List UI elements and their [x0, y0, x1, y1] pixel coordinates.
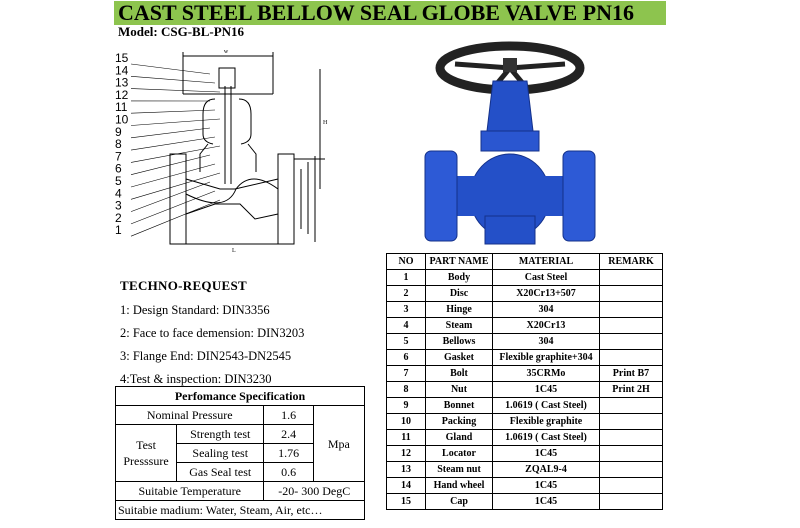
sealing-test-value: 1.76 [264, 444, 313, 463]
table-row [387, 398, 663, 414]
techno-request-section [120, 278, 304, 394]
part-remark: Print B7 [600, 366, 663, 382]
part-material: ZQAL9-4 [493, 462, 600, 478]
table-row [387, 494, 663, 510]
leader-line [131, 173, 220, 199]
dimension-l-label: L [232, 248, 236, 254]
medium-cell: Suitabie madium: Water, Steam, Air, etc… [116, 501, 365, 520]
part-name: Bolt [426, 366, 493, 382]
model-number: Model: CSG-BL-PN16 [118, 24, 245, 39]
callout-number: 2 [115, 210, 122, 225]
part-remark [600, 430, 663, 446]
part-name: Body [426, 270, 493, 286]
callout-number: 6 [115, 161, 122, 176]
part-remark [600, 494, 663, 510]
part-no: 14 [387, 478, 426, 494]
table-row [387, 302, 663, 318]
callout-number: 1 [115, 223, 122, 238]
part-name: Cap [426, 494, 493, 510]
nominal-pressure-value: 1.6 [264, 406, 313, 425]
part-remark [600, 318, 663, 334]
table-row [387, 446, 663, 462]
callout-number: 15 [115, 51, 129, 65]
strength-test-value: 2.4 [264, 425, 313, 444]
part-remark [600, 478, 663, 494]
valve-product-photo [415, 36, 600, 251]
callout-number: 9 [115, 124, 122, 139]
techno-item: 1: Design Standard: DIN3356 [120, 303, 270, 317]
table-row [387, 430, 663, 446]
callout-number: 8 [115, 137, 122, 152]
part-material: 1C45 [493, 382, 600, 398]
leader-line [131, 64, 210, 74]
leader-line [131, 89, 220, 92]
part-no: 6 [387, 350, 426, 366]
part-no: 12 [387, 446, 426, 462]
dimension-h-label: H [323, 120, 328, 126]
nominal-pressure-label: Nominal Pressure [116, 406, 264, 425]
part-remark: Print 2H [600, 382, 663, 398]
callout-number: 14 [115, 63, 129, 78]
part-material: X20Cr13 [493, 318, 600, 334]
table-row [387, 270, 663, 286]
part-no: 7 [387, 366, 426, 382]
col-header-remark: REMARK [600, 254, 663, 270]
part-no: 10 [387, 414, 426, 430]
part-material: 304 [493, 302, 600, 318]
leader-line [131, 200, 220, 236]
part-no: 4 [387, 318, 426, 334]
part-remark [600, 334, 663, 350]
callout-number: 3 [115, 198, 122, 213]
part-no: 2 [387, 286, 426, 302]
part-name: Gasket [426, 350, 493, 366]
callout-number: 7 [115, 149, 122, 164]
part-name: Disc [426, 286, 493, 302]
part-remark [600, 302, 663, 318]
part-no: 9 [387, 398, 426, 414]
part-name: Hand wheel [426, 478, 493, 494]
part-remark [600, 350, 663, 366]
part-material: 1.0619 ( Cast Steel) [493, 430, 600, 446]
col-header-material: MATERIAL [493, 254, 600, 270]
temperature-value: -20- 300 DegC [264, 482, 365, 501]
techno-item: 2: Face to face demension: DIN3203 [120, 326, 305, 340]
title-bar [114, 1, 666, 25]
part-name: Hinge [426, 302, 493, 318]
page-title: CAST STEEL BELLOW SEAL GLOBE VALVE PN16 [118, 0, 635, 25]
part-remark [600, 414, 663, 430]
part-name: Steam nut [426, 462, 493, 478]
part-no: 13 [387, 462, 426, 478]
callout-number: 4 [115, 186, 122, 201]
part-remark [600, 446, 663, 462]
gas-seal-test-label: Gas Seal test [177, 463, 264, 482]
table-row [387, 382, 663, 398]
leader-line [131, 128, 210, 138]
performance-spec-table [115, 386, 365, 520]
part-no: 5 [387, 334, 426, 350]
leader-line [131, 119, 220, 126]
parts-table [386, 253, 663, 510]
valve-cross-section-drawing [115, 44, 350, 254]
callout-number: 13 [115, 75, 129, 90]
part-no: 3 [387, 302, 426, 318]
strength-test-label: Strength test [177, 425, 264, 444]
part-name: Nut [426, 382, 493, 398]
part-material: Flexible graphite [493, 414, 600, 430]
callout-number: 11 [115, 100, 128, 115]
leader-line [131, 110, 215, 113]
leader-line [131, 76, 215, 83]
perf-table-title: Perfomance Specification [116, 387, 365, 406]
part-remark [600, 398, 663, 414]
callout-number: 10 [115, 112, 129, 127]
table-row [387, 366, 663, 382]
part-name: Packing [426, 414, 493, 430]
part-material: X20Cr13+507 [493, 286, 600, 302]
part-material: 1C45 [493, 494, 600, 510]
part-name: Bellows [426, 334, 493, 350]
part-no: 8 [387, 382, 426, 398]
table-row [387, 334, 663, 350]
part-no: 11 [387, 430, 426, 446]
part-material: 1C45 [493, 478, 600, 494]
table-row [387, 414, 663, 430]
test-pressure-label: Test Presssure [116, 425, 177, 482]
unit-cell: Mpa [313, 406, 364, 482]
col-header-no: NO [387, 254, 426, 270]
dimension-w-label: w [223, 49, 229, 55]
part-name: Steam [426, 318, 493, 334]
table-row [387, 318, 663, 334]
col-header-part-name: PART NAME [426, 254, 493, 270]
part-material: Flexible graphite+304 [493, 350, 600, 366]
techno-item: 4:Test & inspection: DIN3230 [120, 372, 272, 386]
sealing-test-label: Sealing test [177, 444, 264, 463]
table-row [387, 350, 663, 366]
part-material: 1C45 [493, 446, 600, 462]
leader-line [131, 146, 220, 162]
part-remark [600, 270, 663, 286]
part-material: 1.0619 ( Cast Steel) [493, 398, 600, 414]
leader-line [131, 137, 215, 150]
table-row [387, 286, 663, 302]
gas-seal-test-value: 0.6 [264, 463, 313, 482]
temperature-label: Suitabie Temperature [116, 482, 264, 501]
part-material: 304 [493, 334, 600, 350]
callout-number: 12 [115, 87, 129, 102]
table-row [387, 462, 663, 478]
part-material: Cast Steel [493, 270, 600, 286]
table-row [387, 478, 663, 494]
part-remark [600, 462, 663, 478]
part-material: 35CRMo [493, 366, 600, 382]
part-name: Gland [426, 430, 493, 446]
part-remark [600, 286, 663, 302]
part-no: 15 [387, 494, 426, 510]
techno-request-heading: TECHNO-REQUEST [120, 278, 248, 293]
part-name: Locator [426, 446, 493, 462]
part-no: 1 [387, 270, 426, 286]
techno-item: 3: Flange End: DIN2543-DN2545 [120, 349, 292, 363]
part-name: Bonnet [426, 398, 493, 414]
callout-number: 5 [115, 174, 122, 188]
